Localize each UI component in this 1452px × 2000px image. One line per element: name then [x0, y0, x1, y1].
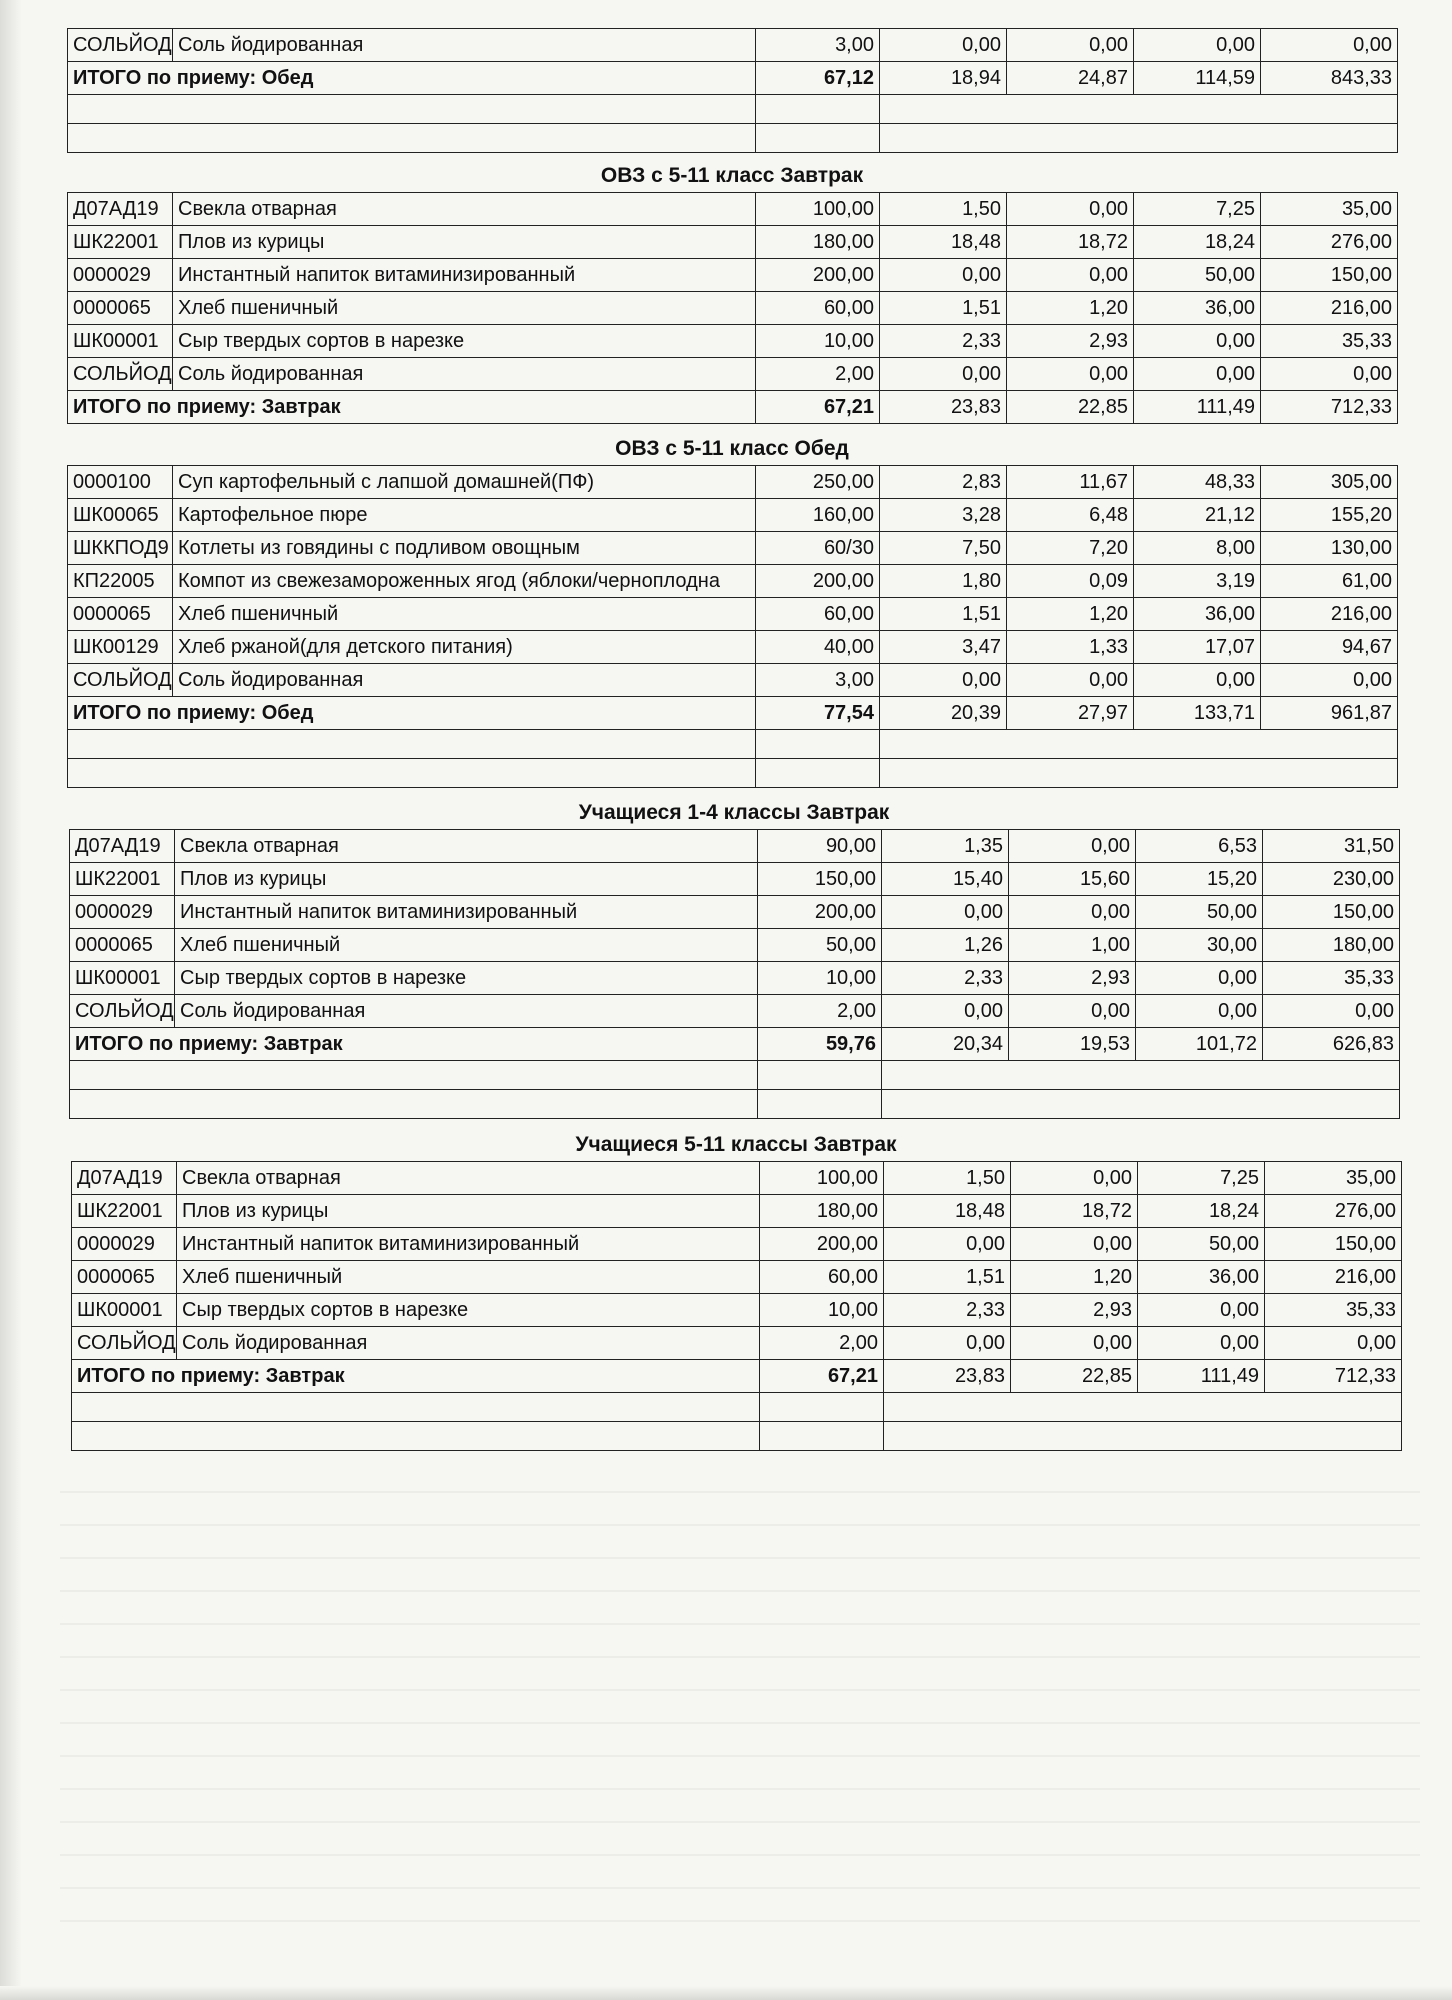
table-row — [72, 1162, 1402, 1195]
total-portion-cell: 67,12 — [756, 62, 880, 95]
dish-name-cell: Соль йодированная — [173, 664, 756, 697]
total-protein-cell: 23,83 — [880, 391, 1007, 424]
dish-name-cell: Суп картофельный с лапшой домашней(ПФ) — [173, 466, 756, 499]
empty-row — [68, 124, 1398, 153]
total-fat-cell: 27,97 — [1007, 697, 1134, 730]
fat-cell: 0,00 — [1009, 896, 1136, 929]
menu-table — [67, 28, 1398, 153]
menu-table — [67, 465, 1398, 788]
table-row — [70, 929, 1400, 962]
kcal-cell: 0,00 — [1261, 358, 1398, 391]
dish-name-cell: Сыр твердых сортов в нарезке — [177, 1294, 760, 1327]
total-label: ИТОГО по приему: Обед — [68, 697, 756, 730]
dish-name-cell: Плов из курицы — [177, 1195, 760, 1228]
empty-cell — [68, 95, 756, 124]
fat-cell: 0,00 — [1011, 1162, 1138, 1195]
kcal-cell: 35,00 — [1265, 1162, 1402, 1195]
kcal-cell: 155,20 — [1261, 499, 1398, 532]
kcal-cell: 35,00 — [1261, 193, 1398, 226]
table-row — [70, 830, 1400, 863]
portion-cell: 50,00 — [758, 929, 882, 962]
fat-cell: 18,72 — [1007, 226, 1134, 259]
carbs-cell: 30,00 — [1136, 929, 1263, 962]
kcal-cell: 305,00 — [1261, 466, 1398, 499]
total-fat-cell: 22,85 — [1007, 391, 1134, 424]
carbs-cell: 0,00 — [1136, 995, 1263, 1028]
portion-cell: 2,00 — [756, 358, 880, 391]
fat-cell: 0,00 — [1011, 1228, 1138, 1261]
protein-cell: 2,83 — [880, 466, 1007, 499]
kcal-cell: 0,00 — [1261, 29, 1398, 62]
protein-cell: 3,47 — [880, 631, 1007, 664]
dish-name-cell: Компот из свежезамороженных ягод (яблоки/черноплодна — [173, 565, 756, 598]
carbs-cell: 0,00 — [1134, 664, 1261, 697]
table-row — [70, 863, 1400, 896]
kcal-cell: 0,00 — [1263, 995, 1400, 1028]
empty-cell — [758, 1061, 882, 1090]
protein-cell: 1,80 — [880, 565, 1007, 598]
fat-cell: 1,33 — [1007, 631, 1134, 664]
table-row — [68, 193, 1398, 226]
dish-name-cell: Хлеб пшеничный — [175, 929, 758, 962]
protein-cell: 15,40 — [882, 863, 1009, 896]
empty-cell — [68, 759, 756, 788]
protein-cell: 0,00 — [880, 358, 1007, 391]
table-row — [68, 532, 1398, 565]
total-portion-cell: 67,21 — [760, 1360, 884, 1393]
total-row — [68, 391, 1398, 424]
item-code-cell: ШК00129 — [68, 631, 173, 664]
fat-cell: 11,67 — [1007, 466, 1134, 499]
dish-name-cell: Сыр твердых сортов в нарезке — [173, 325, 756, 358]
fat-cell: 6,48 — [1007, 499, 1134, 532]
total-label: ИТОГО по приему: Завтрак — [68, 391, 756, 424]
fat-cell: 1,20 — [1011, 1261, 1138, 1294]
protein-cell: 2,33 — [882, 962, 1009, 995]
item-code-cell: 0000065 — [72, 1261, 177, 1294]
portion-cell: 60,00 — [760, 1261, 884, 1294]
empty-cell — [756, 759, 880, 788]
portion-cell: 2,00 — [760, 1327, 884, 1360]
kcal-cell: 150,00 — [1265, 1228, 1402, 1261]
dish-name-cell: Плов из курицы — [173, 226, 756, 259]
empty-cell — [756, 730, 880, 759]
total-label: ИТОГО по приему: Завтрак — [70, 1028, 758, 1061]
dish-name-cell: Свекла отварная — [175, 830, 758, 863]
total-carbs-cell: 111,49 — [1138, 1360, 1265, 1393]
carbs-cell: 0,00 — [1134, 325, 1261, 358]
table-row — [68, 598, 1398, 631]
total-carbs-cell: 111,49 — [1134, 391, 1261, 424]
table-row — [72, 1195, 1402, 1228]
dish-name-cell: Инстантный напиток витаминизированный — [173, 259, 756, 292]
kcal-cell: 0,00 — [1265, 1327, 1402, 1360]
table-row — [68, 29, 1398, 62]
protein-cell: 0,00 — [882, 896, 1009, 929]
fat-cell: 1,20 — [1007, 598, 1134, 631]
page-edge-shadow — [0, 0, 22, 2000]
empty-cell — [70, 1061, 758, 1090]
fat-cell: 7,20 — [1007, 532, 1134, 565]
item-code-cell: 0000029 — [72, 1228, 177, 1261]
protein-cell: 1,51 — [884, 1261, 1011, 1294]
total-row — [70, 1028, 1400, 1061]
protein-cell: 0,00 — [880, 29, 1007, 62]
kcal-cell: 94,67 — [1261, 631, 1398, 664]
carbs-cell: 6,53 — [1136, 830, 1263, 863]
protein-cell: 1,51 — [880, 598, 1007, 631]
carbs-cell: 17,07 — [1134, 631, 1261, 664]
portion-cell: 2,00 — [758, 995, 882, 1028]
portion-cell: 250,00 — [756, 466, 880, 499]
carbs-cell: 36,00 — [1138, 1261, 1265, 1294]
protein-cell: 0,00 — [880, 259, 1007, 292]
fat-cell: 18,72 — [1011, 1195, 1138, 1228]
item-code-cell: ШК22001 — [68, 226, 173, 259]
table-row — [72, 1294, 1402, 1327]
section-grades-5-11-breakfast — [71, 1129, 1401, 1451]
empty-cell — [758, 1090, 882, 1119]
protein-cell: 1,50 — [880, 193, 1007, 226]
protein-cell: 0,00 — [880, 664, 1007, 697]
protein-cell: 7,50 — [880, 532, 1007, 565]
table-row — [68, 358, 1398, 391]
protein-cell: 18,48 — [884, 1195, 1011, 1228]
menu-table — [67, 192, 1398, 424]
kcal-cell: 35,33 — [1261, 325, 1398, 358]
carbs-cell: 7,25 — [1134, 193, 1261, 226]
dish-name-cell: Соль йодированная — [175, 995, 758, 1028]
empty-cell — [884, 1422, 1402, 1451]
fat-cell: 0,00 — [1009, 995, 1136, 1028]
carbs-cell: 0,00 — [1134, 358, 1261, 391]
portion-cell: 40,00 — [756, 631, 880, 664]
total-row — [72, 1360, 1402, 1393]
protein-cell: 1,50 — [884, 1162, 1011, 1195]
total-carbs-cell: 101,72 — [1136, 1028, 1263, 1061]
empty-row — [68, 730, 1398, 759]
kcal-cell: 130,00 — [1261, 532, 1398, 565]
table-row — [68, 631, 1398, 664]
dish-name-cell: Плов из курицы — [175, 863, 758, 896]
carbs-cell: 8,00 — [1134, 532, 1261, 565]
portion-cell: 200,00 — [760, 1228, 884, 1261]
table-row — [72, 1261, 1402, 1294]
item-code-cell: ШК00001 — [72, 1294, 177, 1327]
empty-cell — [756, 95, 880, 124]
empty-cell — [760, 1422, 884, 1451]
section-lunch-continued — [67, 28, 1397, 153]
total-kcal-cell: 961,87 — [1261, 697, 1398, 730]
total-protein-cell: 18,94 — [880, 62, 1007, 95]
table-row — [68, 226, 1398, 259]
protein-cell: 0,00 — [882, 995, 1009, 1028]
fat-cell: 0,00 — [1007, 193, 1134, 226]
protein-cell: 3,28 — [880, 499, 1007, 532]
dish-name-cell: Хлеб пшеничный — [173, 292, 756, 325]
total-kcal-cell: 626,83 — [1263, 1028, 1400, 1061]
item-code-cell: 0000065 — [68, 598, 173, 631]
total-fat-cell: 22,85 — [1011, 1360, 1138, 1393]
section-grades-1-4-breakfast — [69, 797, 1399, 1119]
empty-cell — [880, 759, 1398, 788]
kcal-cell: 216,00 — [1261, 598, 1398, 631]
carbs-cell: 18,24 — [1138, 1195, 1265, 1228]
total-row — [68, 62, 1398, 95]
fat-cell: 0,00 — [1009, 830, 1136, 863]
protein-cell: 1,51 — [880, 292, 1007, 325]
section-title: ОВЗ с 5-11 класс Завтрак — [600, 164, 864, 187]
portion-cell: 10,00 — [756, 325, 880, 358]
carbs-cell: 3,19 — [1134, 565, 1261, 598]
dish-name-cell: Инстантный напиток витаминизированный — [177, 1228, 760, 1261]
menu-table — [71, 1161, 1402, 1451]
dish-name-cell: Свекла отварная — [177, 1162, 760, 1195]
carbs-cell: 0,00 — [1138, 1294, 1265, 1327]
item-code-cell: ШК00065 — [68, 499, 173, 532]
fat-cell: 2,93 — [1009, 962, 1136, 995]
dish-name-cell: Свекла отварная — [173, 193, 756, 226]
carbs-cell: 50,00 — [1136, 896, 1263, 929]
empty-row — [68, 95, 1398, 124]
fat-cell: 0,09 — [1007, 565, 1134, 598]
table-row — [70, 962, 1400, 995]
portion-cell: 160,00 — [756, 499, 880, 532]
table-row — [68, 499, 1398, 532]
item-code-cell: СОЛЬЙОД — [72, 1327, 177, 1360]
table-row — [68, 325, 1398, 358]
item-code-cell: 0000065 — [68, 292, 173, 325]
portion-cell: 90,00 — [758, 830, 882, 863]
item-code-cell: ШК00001 — [68, 325, 173, 358]
empty-row — [70, 1090, 1400, 1119]
item-code-cell: СОЛЬЙОД — [68, 29, 173, 62]
fat-cell: 0,00 — [1007, 358, 1134, 391]
carbs-cell: 0,00 — [1136, 962, 1263, 995]
table-row — [72, 1327, 1402, 1360]
portion-cell: 150,00 — [758, 863, 882, 896]
empty-cell — [884, 1393, 1402, 1422]
portion-cell: 60,00 — [756, 598, 880, 631]
empty-cell — [880, 730, 1398, 759]
table-row — [72, 1228, 1402, 1261]
total-label: ИТОГО по приему: Обед — [68, 62, 756, 95]
dish-name-cell: Хлеб ржаной(для детского питания) — [173, 631, 756, 664]
protein-cell: 18,48 — [880, 226, 1007, 259]
carbs-cell: 36,00 — [1134, 598, 1261, 631]
item-code-cell: 0000029 — [68, 259, 173, 292]
protein-cell: 2,33 — [884, 1294, 1011, 1327]
section-title: ОВЗ с 5-11 класс Обед — [615, 437, 849, 460]
dish-name-cell: Соль йодированная — [173, 29, 756, 62]
total-fat-cell: 19,53 — [1009, 1028, 1136, 1061]
empty-row — [72, 1422, 1402, 1451]
kcal-cell: 230,00 — [1263, 863, 1400, 896]
empty-row — [70, 1061, 1400, 1090]
item-code-cell: 0000029 — [70, 896, 175, 929]
protein-cell: 1,26 — [882, 929, 1009, 962]
bleed-through-lines — [60, 1460, 1420, 1950]
total-kcal-cell: 712,33 — [1265, 1360, 1402, 1393]
kcal-cell: 216,00 — [1265, 1261, 1402, 1294]
item-code-cell: Д07АД19 — [72, 1162, 177, 1195]
item-code-cell: КП22005 — [68, 565, 173, 598]
section-title: Учащиеся 1-4 классы Завтрак — [578, 801, 890, 824]
fat-cell: 0,00 — [1007, 29, 1134, 62]
kcal-cell: 276,00 — [1265, 1195, 1402, 1228]
fat-cell: 2,93 — [1007, 325, 1134, 358]
empty-cell — [68, 124, 756, 153]
total-fat-cell: 24,87 — [1007, 62, 1134, 95]
fat-cell: 0,00 — [1007, 259, 1134, 292]
dish-name-cell: Соль йодированная — [177, 1327, 760, 1360]
total-label: ИТОГО по приему: Завтрак — [72, 1360, 760, 1393]
portion-cell: 180,00 — [760, 1195, 884, 1228]
protein-cell: 2,33 — [880, 325, 1007, 358]
portion-cell: 100,00 — [760, 1162, 884, 1195]
kcal-cell: 150,00 — [1263, 896, 1400, 929]
kcal-cell: 31,50 — [1263, 830, 1400, 863]
empty-cell — [70, 1090, 758, 1119]
item-code-cell: ШК22001 — [72, 1195, 177, 1228]
page-bottom-shadow — [0, 1986, 1452, 2000]
item-code-cell: 0000065 — [70, 929, 175, 962]
total-kcal-cell: 712,33 — [1261, 391, 1398, 424]
fat-cell: 2,93 — [1011, 1294, 1138, 1327]
carbs-cell: 50,00 — [1138, 1228, 1265, 1261]
total-row — [68, 697, 1398, 730]
carbs-cell: 21,12 — [1134, 499, 1261, 532]
kcal-cell: 150,00 — [1261, 259, 1398, 292]
portion-cell: 100,00 — [756, 193, 880, 226]
empty-cell — [760, 1393, 884, 1422]
table-row — [68, 664, 1398, 697]
kcal-cell: 35,33 — [1265, 1294, 1402, 1327]
dish-name-cell: Инстантный напиток витаминизированный — [175, 896, 758, 929]
empty-cell — [880, 95, 1398, 124]
empty-cell — [882, 1090, 1400, 1119]
total-portion-cell: 67,21 — [756, 391, 880, 424]
kcal-cell: 35,33 — [1263, 962, 1400, 995]
carbs-cell: 36,00 — [1134, 292, 1261, 325]
portion-cell: 3,00 — [756, 664, 880, 697]
item-code-cell: 0000100 — [68, 466, 173, 499]
carbs-cell: 48,33 — [1134, 466, 1261, 499]
portion-cell: 60,00 — [756, 292, 880, 325]
portion-cell: 10,00 — [760, 1294, 884, 1327]
portion-cell: 10,00 — [758, 962, 882, 995]
dish-name-cell: Хлеб пшеничный — [173, 598, 756, 631]
total-carbs-cell: 133,71 — [1134, 697, 1261, 730]
fat-cell: 1,20 — [1007, 292, 1134, 325]
carbs-cell: 15,20 — [1136, 863, 1263, 896]
portion-cell: 200,00 — [758, 896, 882, 929]
protein-cell: 0,00 — [884, 1327, 1011, 1360]
total-protein-cell: 20,39 — [880, 697, 1007, 730]
item-code-cell: СОЛЬЙОД — [70, 995, 175, 1028]
item-code-cell: ШК00001 — [70, 962, 175, 995]
item-code-cell: СОЛЬЙОД — [68, 664, 173, 697]
empty-row — [72, 1393, 1402, 1422]
carbs-cell: 18,24 — [1134, 226, 1261, 259]
fat-cell: 1,00 — [1009, 929, 1136, 962]
empty-cell — [68, 730, 756, 759]
dish-name-cell: Хлеб пшеничный — [177, 1261, 760, 1294]
table-row — [68, 466, 1398, 499]
dish-name-cell: Соль йодированная — [173, 358, 756, 391]
item-code-cell: ШК22001 — [70, 863, 175, 896]
fat-cell: 0,00 — [1011, 1327, 1138, 1360]
empty-cell — [72, 1393, 760, 1422]
protein-cell: 0,00 — [884, 1228, 1011, 1261]
section-title: Учащиеся 5-11 классы Завтрак — [575, 1133, 897, 1156]
empty-cell — [882, 1061, 1400, 1090]
fat-cell: 15,60 — [1009, 863, 1136, 896]
kcal-cell: 180,00 — [1263, 929, 1400, 962]
total-carbs-cell: 114,59 — [1134, 62, 1261, 95]
table-row — [68, 565, 1398, 598]
section-ovz-breakfast — [67, 160, 1397, 424]
total-protein-cell: 20,34 — [882, 1028, 1009, 1061]
item-code-cell: ШККПОД9 — [68, 532, 173, 565]
carbs-cell: 0,00 — [1134, 29, 1261, 62]
dish-name-cell: Котлеты из говядины с подливом овощным — [173, 532, 756, 565]
portion-cell: 60/30 — [756, 532, 880, 565]
table-row — [70, 896, 1400, 929]
item-code-cell: Д07АД19 — [68, 193, 173, 226]
protein-cell: 1,35 — [882, 830, 1009, 863]
total-portion-cell: 77,54 — [756, 697, 880, 730]
section-ovz-lunch — [67, 433, 1397, 788]
portion-cell: 200,00 — [756, 565, 880, 598]
portion-cell: 3,00 — [756, 29, 880, 62]
menu-table — [69, 829, 1400, 1119]
dish-name-cell: Сыр твердых сортов в нарезке — [175, 962, 758, 995]
portion-cell: 180,00 — [756, 226, 880, 259]
empty-cell — [880, 124, 1398, 153]
empty-cell — [756, 124, 880, 153]
table-row — [70, 995, 1400, 1028]
carbs-cell: 50,00 — [1134, 259, 1261, 292]
fat-cell: 0,00 — [1007, 664, 1134, 697]
table-row — [68, 259, 1398, 292]
total-portion-cell: 59,76 — [758, 1028, 882, 1061]
kcal-cell: 61,00 — [1261, 565, 1398, 598]
carbs-cell: 7,25 — [1138, 1162, 1265, 1195]
item-code-cell: Д07АД19 — [70, 830, 175, 863]
carbs-cell: 0,00 — [1138, 1327, 1265, 1360]
total-kcal-cell: 843,33 — [1261, 62, 1398, 95]
kcal-cell: 0,00 — [1261, 664, 1398, 697]
kcal-cell: 216,00 — [1261, 292, 1398, 325]
portion-cell: 200,00 — [756, 259, 880, 292]
empty-cell — [72, 1422, 760, 1451]
empty-row — [68, 759, 1398, 788]
total-protein-cell: 23,83 — [884, 1360, 1011, 1393]
table-row — [68, 292, 1398, 325]
kcal-cell: 276,00 — [1261, 226, 1398, 259]
dish-name-cell: Картофельное пюре — [173, 499, 756, 532]
item-code-cell: СОЛЬЙОД — [68, 358, 173, 391]
